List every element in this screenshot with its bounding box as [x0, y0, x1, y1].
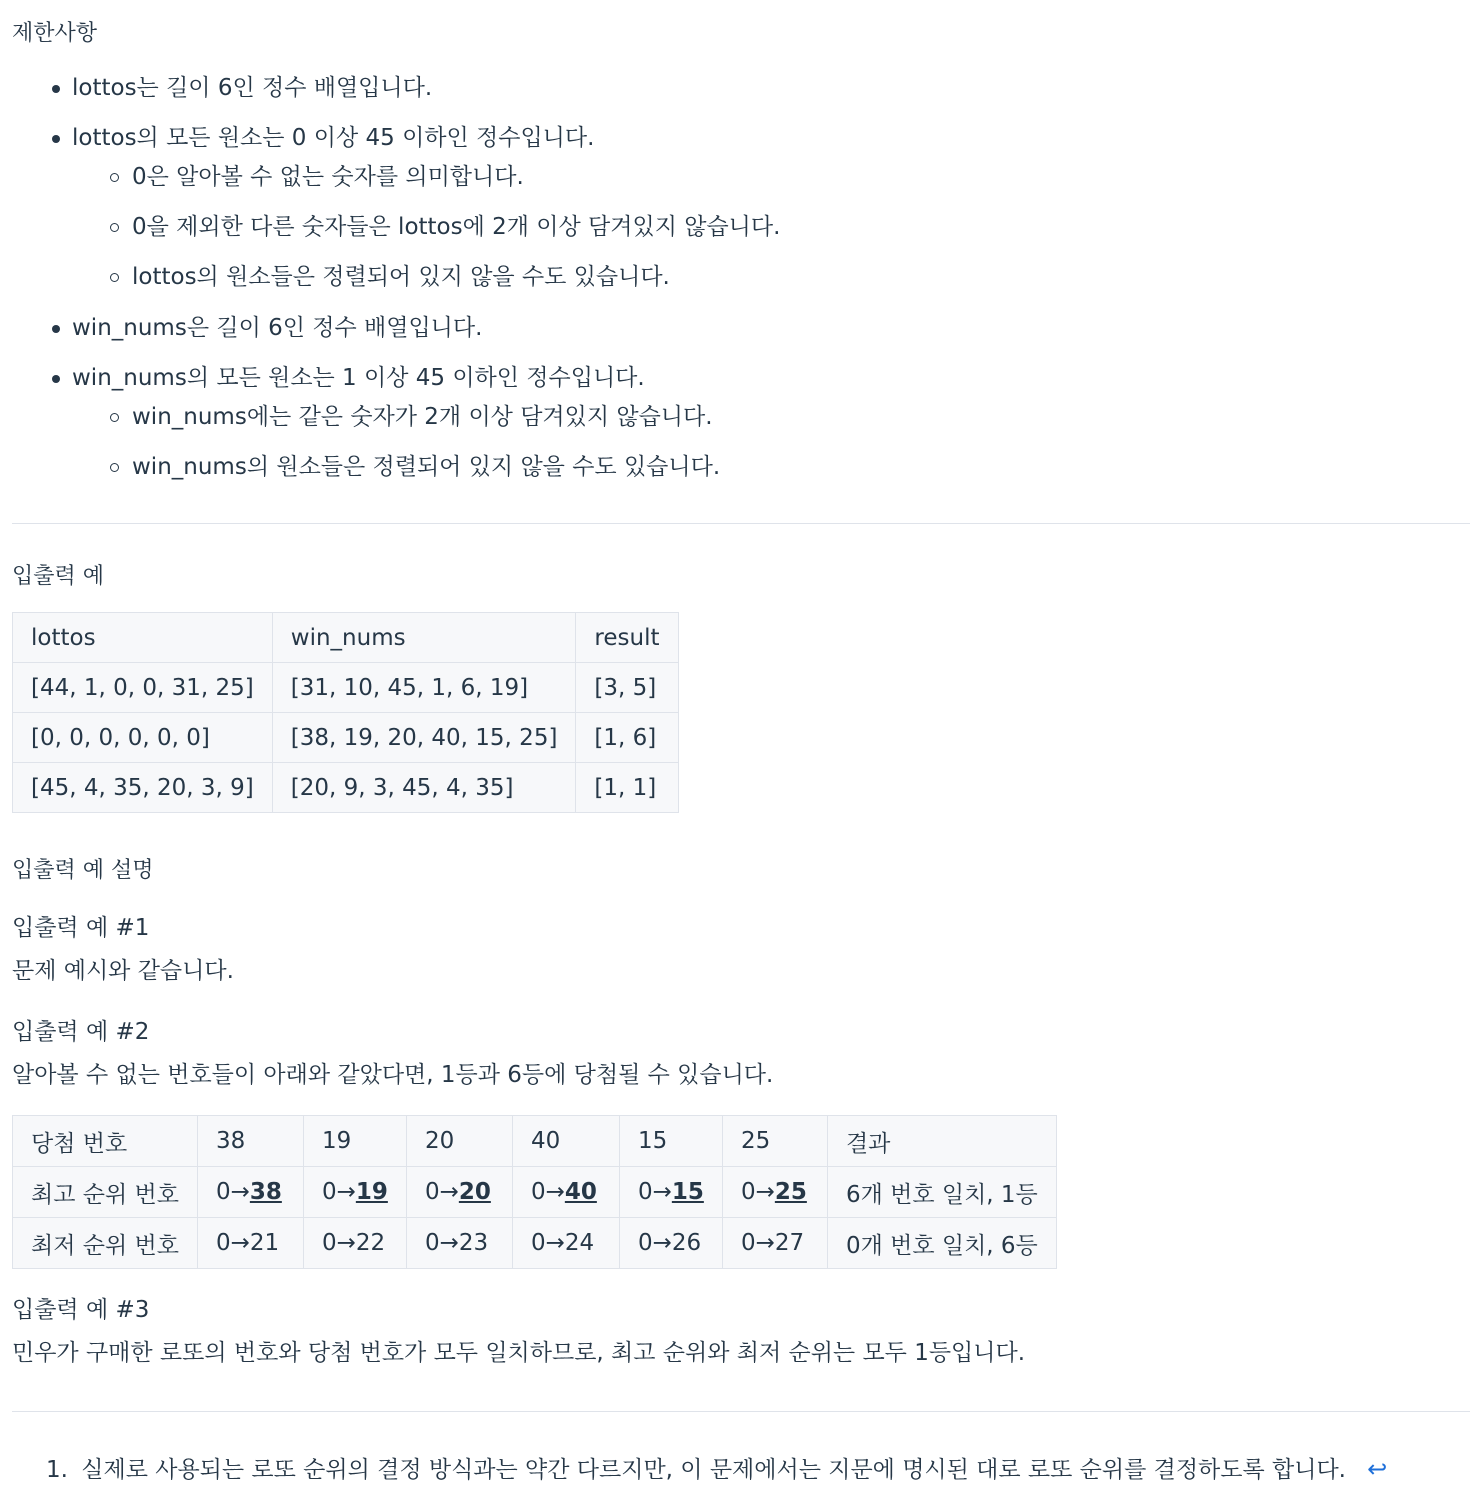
circle-bullet-icon [110, 463, 119, 472]
table-cell: 최고 순위 번호 [13, 1167, 198, 1218]
example-1-text: 문제 예시와 같습니다. [12, 958, 234, 984]
io-example-title: 입출력 예 [12, 564, 105, 589]
explanation-title: 입출력 예 설명 [12, 858, 154, 883]
example-2-title: 입출력 예 #2 [12, 1019, 150, 1045]
footnote-text: 실제로 사용되는 로또 순위의 결정 방식과는 약간 다르지만, 이 문제에서는 지문에 명시된 대로 로또 순위를 결정하도록 합니다. [81, 1457, 1346, 1483]
table-cell: 0→27 [722, 1218, 827, 1269]
table-header-cell: 19 [303, 1116, 406, 1167]
table-row [13, 763, 679, 813]
table-cell: [38, 19, 20, 40, 15, 25] [272, 713, 576, 763]
circle-bullet-icon [110, 273, 119, 282]
example-2-text: 알아볼 수 없는 번호들이 아래와 같았다면, 1등과 6등에 당첨될 수 있습니다. [12, 1062, 774, 1088]
bullet-icon [52, 85, 60, 93]
table-header-row [13, 613, 679, 663]
table-cell: 0→24 [512, 1218, 619, 1269]
footnote-item [46, 1452, 1387, 1487]
table-cell: [45, 4, 35, 20, 3, 9] [13, 763, 273, 813]
table-cell: 0개 번호 일치, 6등 [827, 1218, 1056, 1269]
table-cell: 0→25 [722, 1167, 827, 1218]
io-example-table [12, 612, 679, 813]
example-3-text: 민우가 구매한 로또의 번호와 당첨 번호가 모두 일치하므로, 최고 순위와 최저 순위는 모두 1등입니다. [12, 1340, 1026, 1366]
table-header-cell: lottos [13, 613, 273, 663]
table-cell: [44, 1, 0, 0, 31, 25] [13, 663, 273, 713]
table-cell: 0→21 [197, 1218, 303, 1269]
table-header-cell: win_nums [272, 613, 576, 663]
divider [12, 523, 1470, 524]
table-cell: 0→19 [303, 1167, 406, 1218]
bullet-icon [52, 325, 60, 333]
table-header-cell: 25 [722, 1116, 827, 1167]
bullet-icon [52, 375, 60, 383]
table-cell: [3, 5] [576, 663, 678, 713]
table-cell: [0, 0, 0, 0, 0, 0] [13, 713, 273, 763]
table-row [13, 1167, 1057, 1218]
table-row [13, 713, 679, 763]
table-header-row [13, 1116, 1057, 1167]
footnote-number: 1. [46, 1457, 68, 1483]
bullet-icon [52, 135, 60, 143]
circle-bullet-icon [110, 223, 119, 232]
table-row [13, 1218, 1057, 1269]
return-arrow-icon[interactable]: ↩ [1367, 1455, 1388, 1483]
table-header-cell: 38 [197, 1116, 303, 1167]
constraints-title: 제한사항 [12, 21, 98, 46]
table-header-cell: 20 [406, 1116, 512, 1167]
table-cell: 0→20 [406, 1167, 512, 1218]
table-cell: [1, 6] [576, 713, 678, 763]
table-row [13, 663, 679, 713]
table-cell: [20, 9, 3, 45, 4, 35] [272, 763, 576, 813]
example-1-title: 입출력 예 #1 [12, 915, 150, 941]
table-header-cell: 당첨 번호 [13, 1116, 198, 1167]
table-cell: [1, 1] [576, 763, 678, 813]
table-header-cell: result [576, 613, 678, 663]
table-cell: 0→38 [197, 1167, 303, 1218]
example-3-title: 입출력 예 #3 [12, 1297, 150, 1323]
table-cell: 0→40 [512, 1167, 619, 1218]
table-cell: 0→22 [303, 1218, 406, 1269]
table-cell: 6개 번호 일치, 1등 [827, 1167, 1056, 1218]
table-cell: 0→23 [406, 1218, 512, 1269]
circle-bullet-icon [110, 413, 119, 422]
table-cell: 최저 순위 번호 [13, 1218, 198, 1269]
table-header-cell: 결과 [827, 1116, 1056, 1167]
circle-bullet-icon [110, 173, 119, 182]
table-header-cell: 15 [619, 1116, 722, 1167]
table-cell: 0→26 [619, 1218, 722, 1269]
table-cell: [31, 10, 45, 1, 6, 19] [272, 663, 576, 713]
example-2-table [12, 1115, 1057, 1269]
table-cell: 0→15 [619, 1167, 722, 1218]
table-header-cell: 40 [512, 1116, 619, 1167]
divider [12, 1411, 1470, 1412]
